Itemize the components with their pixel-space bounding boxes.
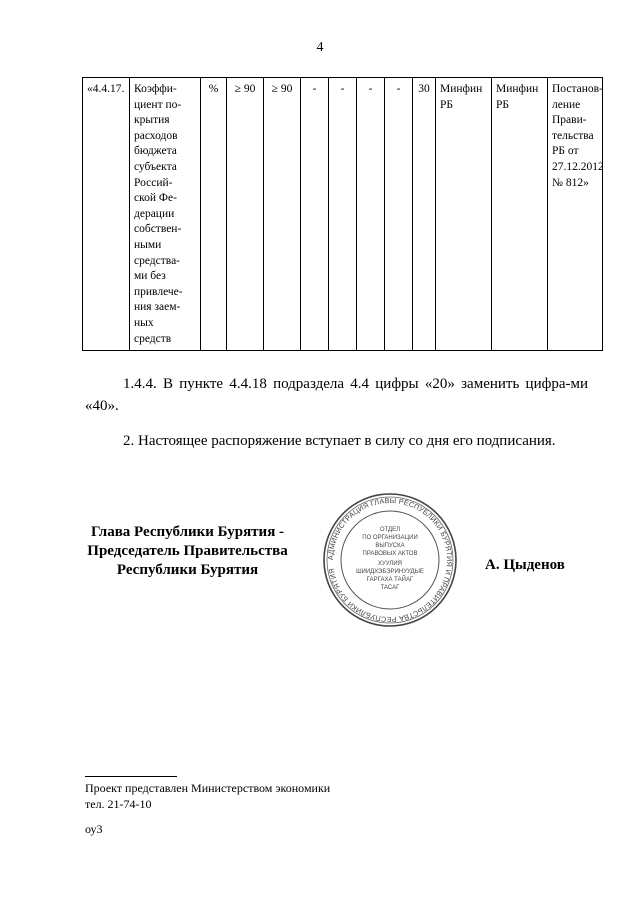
executor-cell-2: Минфин РБ [492, 78, 548, 351]
stamp-ring-text: АДМИНИСТРАЦИЯ ГЛАВЫ РЕСПУБЛИКИ БУРЯТИЯ И ПРАВИТЕЛЬСТВА РЕСПУБЛИКИ БУРЯТИЯ [325, 495, 455, 625]
page-number: 4 [316, 40, 324, 55]
document-code: оу3 [85, 822, 103, 836]
basis-cell: Постанов- ление Прави- тельства РБ от 27.12.2012 № 812» [548, 78, 603, 351]
stamp-center-line: ГАРГАХА ТАЙАГ [366, 577, 414, 583]
indicator-table [82, 77, 603, 351]
paragraph-amendment: 1.4.4. В пункте 4.4.18 подраздела 4.4 цифры «20» заменить цифра-ми «40». [85, 376, 588, 414]
table-row [83, 78, 603, 351]
stamp-center-line: ОТДЕЛ [379, 527, 401, 533]
value-cell-1: ≥ 90 [227, 78, 264, 351]
signatory-title-line: Республики Бурятия [116, 562, 259, 578]
footnote-divider [85, 776, 177, 777]
stamp-center-line: ТАСАГ [380, 585, 400, 591]
value-cell-4: - [329, 78, 357, 351]
stamp-center-line: ХУУЛИЯ [377, 561, 403, 567]
value-cell-3: - [301, 78, 329, 351]
indicator-name: Коэффи- циент по- крытия расходов бюджета субъекта Россий- ской Фе- дерации собствен- ными средства- ми без привлече- ния заем- ных средств [130, 78, 201, 351]
signatory-title [70, 523, 305, 580]
official-stamp [320, 493, 460, 628]
target-value-cell: 30 [413, 78, 436, 351]
stamp-center-line: ПРАВОВЫХ АКТОВ [362, 551, 418, 557]
svg-text:АДМИНИСТРАЦИЯ ГЛАВЫ РЕСПУБЛИКИ [326, 496, 454, 624]
stamp-center-line: ШИИДХЭБЭРИНУУДЫЕ [356, 569, 424, 575]
stamp-center-line: ПО ОРГАНИЗАЦИИ [362, 535, 418, 541]
value-cell-2: ≥ 90 [264, 78, 301, 351]
indicator-number: «4.4.17. [83, 78, 130, 351]
footnote [85, 780, 330, 812]
signatory-title-line: Председатель Правительства [87, 543, 288, 559]
value-cell-5: - [357, 78, 385, 351]
executor-cell-1: Минфин РБ [436, 78, 492, 351]
paragraph-effective: 2. Настоящее распоряжение вступает в силу со дня его подписания. [123, 433, 556, 449]
value-cell-6: - [385, 78, 413, 351]
unit-cell: % [201, 78, 227, 351]
stamp-center-line: ВЫПУСКА [375, 543, 405, 549]
footnote-phone: тел. 21-74-10 [85, 797, 152, 811]
signatory-title-line: Глава Республики Бурятия - [90, 524, 285, 540]
footnote-line: Проект представлен Министерством экономики [85, 781, 331, 795]
signatory-name: А. Цыденов [485, 557, 565, 573]
